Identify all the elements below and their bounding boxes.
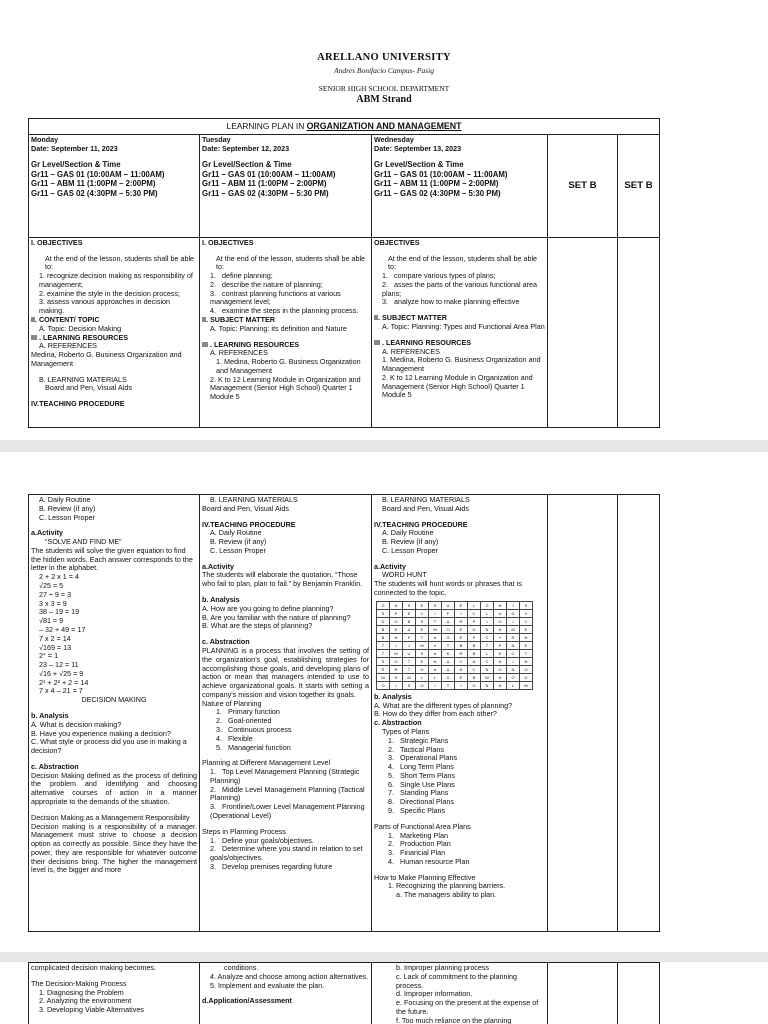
strand-name: ABM Strand (356, 94, 412, 106)
tuesday-objectives-cell: I. OBJECTIVES At the end of the lesson, students shall be able to: 1. define planning; 2. describe the nature of planning; 3. contrast planning functions at various management level; 4. examine the steps in the planning process. II. SUBJECT MATTER A. Topic: Planning: its definition and Nature III . LEARNING RESOURCES A. REFERENCES 1. Medina, Roberto G. Business Organization and Management 2. K to 12 Learning Module in Organization and Management (Senior High School) Quarter 1 Module 5 (200, 237, 372, 427)
tuesday-procedure-cell: B. LEARNING MATERIALS Board and Pen, Visual Aids IV.TEACHING PROCEDURE A. Daily Routine B. Review (if any) C. Lesson Proper a.Activity The students will elaborate the quotation, “Those who fail to plan, plan to fail.” by Benjamin Franklin. b. Analysis A. How are you going to define planning? B. Are you familiar with the nature of planning? B. What are the steps of planning? c. Abstraction PLANNING is a process that involves the setting of the organization’s goal, establishing strategies for accomplishing those goals, and developing plans of action or mean that managers intended to use to achieve organizational goals. It starts with setting a company’s mission and vision together its goals. Nature of Planning 1. Primary function 2. Goal-oriented 3. Continuous process 4. Flexible 5. Managerial function Planning at Different Management Level 1. Top Level Management Planning (Strategic Planning) 2. Middle Level Management Planning (Tactical Planning) 3. Frontline/Lower Level Management Planning (Operational Level) Steps in Planning Process 1. Define your goals/objectives. 2. Determine where you stand in relation to set goals/objectives. 3. Develop premises regarding future (200, 495, 372, 932)
campus-name: Andres Bonifacio Campus- Pasig (334, 65, 434, 75)
word-hunt-grid: G A S E S U E L G N I S S P E C I F I C L U G V D O B S T A R P I O I C B E A E M O E D N A M E B N F T A G E F C Y R N T I J M V T B B T P N E T M U S A K R B L E C T S O T E N A C A C A I N R R T H A A K C N O N O M S M L L X E B W A O D O I S O I T I O N A L W (376, 601, 533, 690)
set-b-label-1: SET B (548, 134, 618, 237)
monday-header: Monday Date: September 11, 2023 Gr Level/Section & Time Gr11 – GAS 01 (10:00AM – 11:00AM) Gr11 – ABM 11 (1:00PM – 2:00PM) Gr11 – GAS 02 (4:30PM – 5:30 PM) (29, 134, 200, 237)
set-b-label-2: SET B (618, 134, 660, 237)
set-b-cell-2 (618, 237, 660, 427)
learning-plan-table (28, 118, 660, 428)
tuesday-header: Tuesday Date: September 12, 2023 Gr Level/Section & Time Gr11 – GAS 01 (10:00AM – 11:00AM) Gr11 – ABM 11 (1:00PM – 2:00PM) Gr11 – GAS 02 (4:30PM – 5:30 PM) (200, 134, 372, 237)
department-name: SENIOR HIGH SCHOOL DEPARTMENT (318, 83, 450, 93)
monday-continued-cell: complicated decision making becomes. The Decision-Making Process 1. Diagnosing the Problem 2. Analyzing the environment 3. Developing Viable Alternatives (29, 963, 200, 1024)
wednesday-continued-cell: b. Improper planning process c. Lack of commitment to the planning process. d. Improper information. e. Focusing on the present at the expense of the future. f. Too much reliance on the planning (372, 963, 548, 1024)
set-b-cell-5 (548, 963, 618, 1024)
monday-procedure-cell: A. Daily Routine B. Review (if any) C. Lesson Proper a.Activity “SOLVE AND FIND ME” The students will solve the given equation to find the hidden words. Each answer corresponds to the letter in the alphabet. 2 + 2 x 1 = 4 √25 = 5 27 ÷ 9 = 3 3 x 3 = 9 38 – 19 = 19 √81 = 9 – 32 + 49 = 17 7 x 2 = 14 √169 = 13 2° = 1 23 – 12 = 11 √16 + √25 = 9 2¹ + 2² + 2 = 14 7 x 4 – 21 = 7 DECISION MAKING b. Analysis A. What is decision making? B. Have you experience making a decision? C. What style or process did you use in making a decision? c. Abstraction Decision Making defined as the process of defining the problem and identifying and choosing alternative courses of action in a manner appropriate to the demands of the situation. Decision Making as a Management Responsibility Decision making is a responsibility of a manager. Management must strive to choose a decision option as correctly as possible. Since they have the power, they are responsible for whatever outcome their decisions bring. The higher the management level is, the bigger and more (29, 495, 200, 932)
hidden-word-answer: DECISION MAKING (81, 695, 147, 705)
set-b-cell-1 (548, 237, 618, 427)
plan-subject: ORGANIZATION AND MANAGEMENT (306, 121, 462, 131)
page-1 (0, 0, 768, 440)
set-b-cell-3 (548, 495, 618, 932)
monday-objectives-cell: I. OBJECTIVES At the end of the lesson, students shall be able to: 1. recognize decision making as responsibility of management; 2. examine the style in the decision process; 3. assess various approaches in decision making. II. CONTENT/ TOPIC A. Topic: Decision Making III . LEARNING RESOURCES A. REFERENCES Medina, Roberto G. Business Organization and Management B. LEARNING MATERIALS Board and Pen, Visual Aids IV.TEACHING PROCEDURE (29, 237, 200, 427)
university-name: ARELLANO UNIVERSITY (317, 52, 451, 63)
tuesday-continued-cell: conditions. 4. Analyze and choose among action alternatives. 5. Implement and evaluate the plan. d.Application/Assessment (200, 963, 372, 1024)
page-3 (0, 962, 768, 1024)
set-b-cell-4 (618, 495, 660, 932)
set-b-cell-6 (618, 963, 660, 1024)
learning-plan-table-page3 (28, 962, 660, 1024)
learning-plan-table-continued (28, 494, 660, 932)
wednesday-objectives-cell: OBJECTIVES At the end of the lesson, students shall be able to: 1. compare various types of plans; 2. asses the parts of the various functional area plans; 3. analyze how to make planning effective II. SUBJECT MATTER A. Topic: Planning: Types and Functional Area Plan III . LEARNING RESOURCES A. REFERENCES 1. Medina, Roberto G. Business Organization and Management 2. K to 12 Learning Module in Organization and Management (Senior High School) Quarter 1 Module 5 (372, 237, 548, 427)
wednesday-procedure-cell: B. LEARNING MATERIALS Board and Pen, Visual Aids IV.TEACHING PROCEDURE A. Daily Routine B. Review (if any) C. Lesson Proper a.Activity WORD HUNT The students will hunt words or phrases that is connected to the topic. G A S E S U E L G N I S S P E C I F I C L U G V D O B S T A R P I O I C B E A E M O E D N A M E B N F T A G E F C Y R N T I J M V T B B T P N E T M U S A K R B L E C T S O T E N A C A C A I N R R T H A A K C N O N O M S M L L X E B W A O D O I S O I T I O N A L W b. Analysis A. What are the different types of planning? B. How do they differ from each other? c. Abstraction Types of Plans 1. Strategic Plans 2. Tactical Plans 3. Operational Plans 4. Long Term Plans 5. Short Term Plans 6. Single Use Plans 7. Standing Plans 8. Directional Plans 9. Specific Plans Parts of Functional Area Plans 1. Marketing Plan 2. Production Plan 3. Financial Plan 4. Human resource Plan How to Make Planning Effective 1. Recognizing the planning barriers. a. The managers ability to plan. (372, 495, 548, 932)
wednesday-header: Wednesday Date: September 13, 2023 Gr Level/Section & Time Gr11 – GAS 01 (10:00AM – 11:00AM) Gr11 – ABM 11 (1:00PM – 2:00PM) Gr11 – GAS 02 (4:30PM – 5:30 PM) (372, 134, 548, 237)
page-2 (0, 452, 768, 952)
document-header (0, 0, 768, 106)
plan-title: LEARNING PLAN IN ORGANIZATION AND MANAGEMENT (29, 119, 660, 135)
